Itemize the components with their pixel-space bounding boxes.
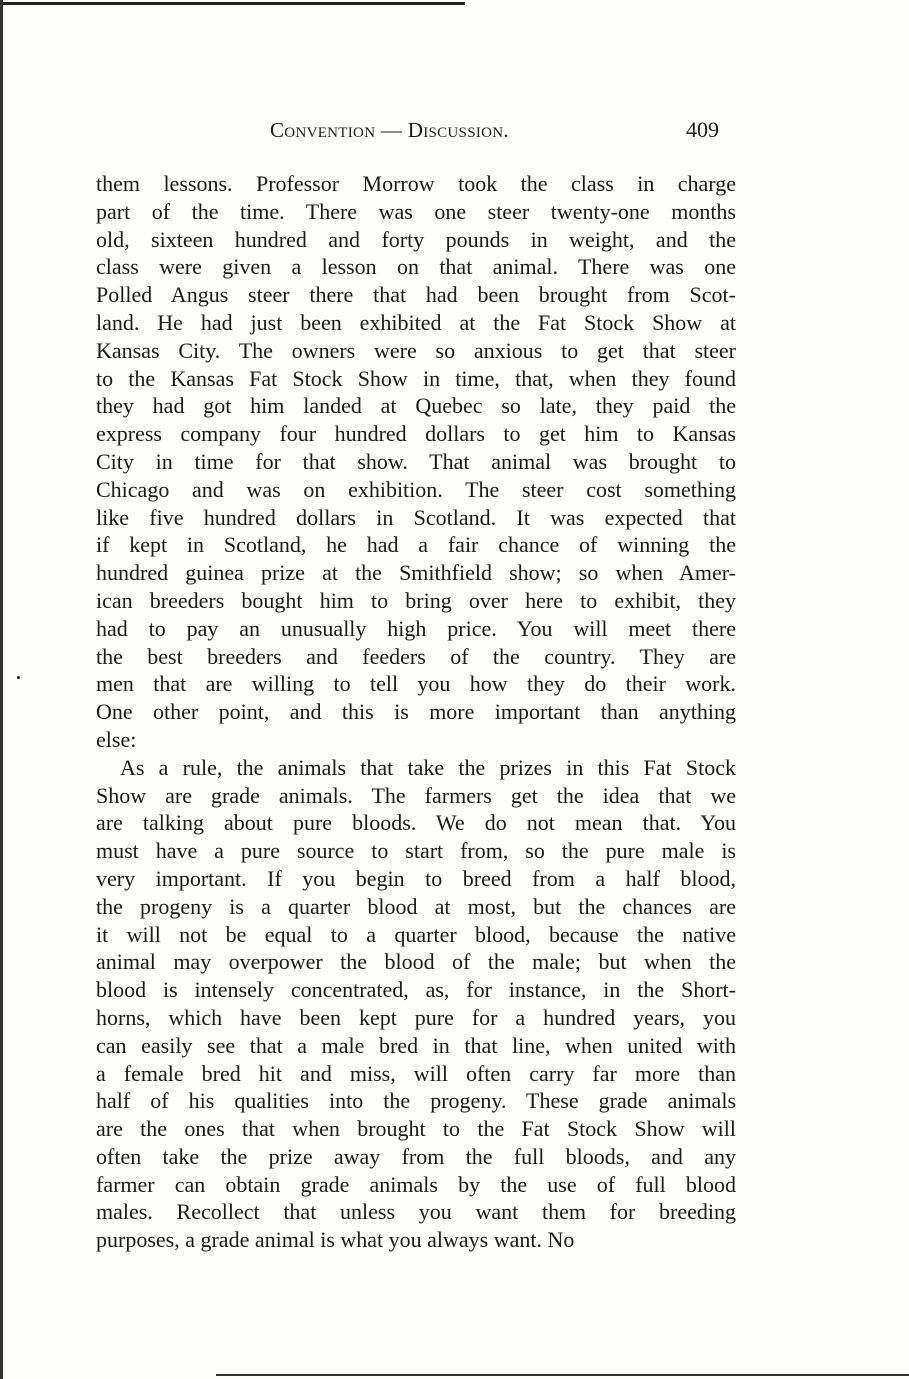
text-line: Kansas City. The owners were so anxious to get that steer xyxy=(96,337,736,363)
left-page-edge xyxy=(0,0,3,1379)
text-line: men that are willing to tell you how they do their work. xyxy=(96,671,736,697)
text-line: land. He had just been exhibited at the Fat Stock Show at xyxy=(96,309,736,335)
text-line: One other point, and this is more important than anything xyxy=(96,699,736,725)
text-line: are the ones that when brought to the Fat Stock Show will xyxy=(96,1116,736,1142)
text-line: a female bred hit and miss, will often carry far more than xyxy=(96,1060,736,1086)
text-line: Chicago and was on exhibition. The steer cost something xyxy=(96,476,736,502)
text-line: old, sixteen hundred and forty pounds in weight, and the xyxy=(96,226,736,252)
text-line: can easily see that a male bred in that line, when united with xyxy=(96,1032,736,1058)
text-line: had to pay an unusually high price. You will meet there xyxy=(96,615,736,641)
paragraph-2 xyxy=(96,754,736,1254)
text-line: City in time for that show. That animal was brought to xyxy=(96,448,736,474)
text-line: part of the time. There was one steer twenty-one months xyxy=(96,198,736,224)
text-line: the progeny is a quarter blood at most, but the chances are xyxy=(96,893,736,919)
text-line: them lessons. Professor Morrow took the class in charge xyxy=(96,171,736,196)
top-edge-rule xyxy=(0,2,465,5)
text-line: often take the prize away from the full bloods, and any xyxy=(96,1143,736,1169)
text-line: Show are grade animals. The farmers get the idea that we xyxy=(96,782,736,808)
text-line: animal may overpower the blood of the male; but when the xyxy=(96,949,736,975)
paragraph-1 xyxy=(96,170,736,754)
text-line: blood is intensely concentrated, as, for instance, in the Short- xyxy=(96,977,736,1003)
text-line: hundred guinea prize at the Smithfield show; so when Amer- xyxy=(96,560,736,586)
stray-ink-dot xyxy=(17,676,20,679)
text-line: must have a pure source to start from, so the pure male is xyxy=(96,838,736,864)
body-text xyxy=(96,170,736,1254)
text-line: class were given a lesson on that animal. There was one xyxy=(96,254,736,280)
text-line: ican breeders bought him to bring over here to exhibit, they xyxy=(96,587,736,613)
text-line: very important. If you begin to breed from a half blood, xyxy=(96,865,736,891)
text-line: As a rule, the animals that take the prizes in this Fat Stock xyxy=(120,754,736,780)
text-line: to the Kansas Fat Stock Show in time, that, when they found xyxy=(96,365,736,391)
text-line: purposes, a grade animal is what you always want. No xyxy=(96,1227,575,1253)
text-line: males. Recollect that unless you want them for breeding xyxy=(96,1199,736,1225)
text-line: they had got him landed at Quebec so late, they paid the xyxy=(96,393,736,419)
text-line: else: xyxy=(96,726,137,752)
bottom-edge-rule xyxy=(216,1374,909,1376)
text-line: express company four hundred dollars to get him to Kansas xyxy=(96,421,736,447)
text-line: if kept in Scotland, he had a fair chance of winning the xyxy=(96,532,736,558)
text-line: farmer can obtain grade animals by the use of full blood xyxy=(96,1171,736,1197)
text-line: half of his qualities into the progeny. These grade animals xyxy=(96,1088,736,1114)
text-line: are talking about pure bloods. We do not mean that. You xyxy=(96,810,736,836)
text-line: the best breeders and feeders of the country. They are xyxy=(96,643,736,669)
text-line: horns, which have been kept pure for a hundred years, you xyxy=(96,1004,736,1030)
running-head: Convention — Discussion. xyxy=(270,118,509,142)
page-number: 409 xyxy=(686,117,719,142)
text-line: Polled Angus steer there that had been brought from Scot- xyxy=(96,282,736,308)
text-line: it will not be equal to a quarter blood, because the native xyxy=(96,921,736,947)
text-line: like five hundred dollars in Scotland. It was expected that xyxy=(96,504,736,530)
